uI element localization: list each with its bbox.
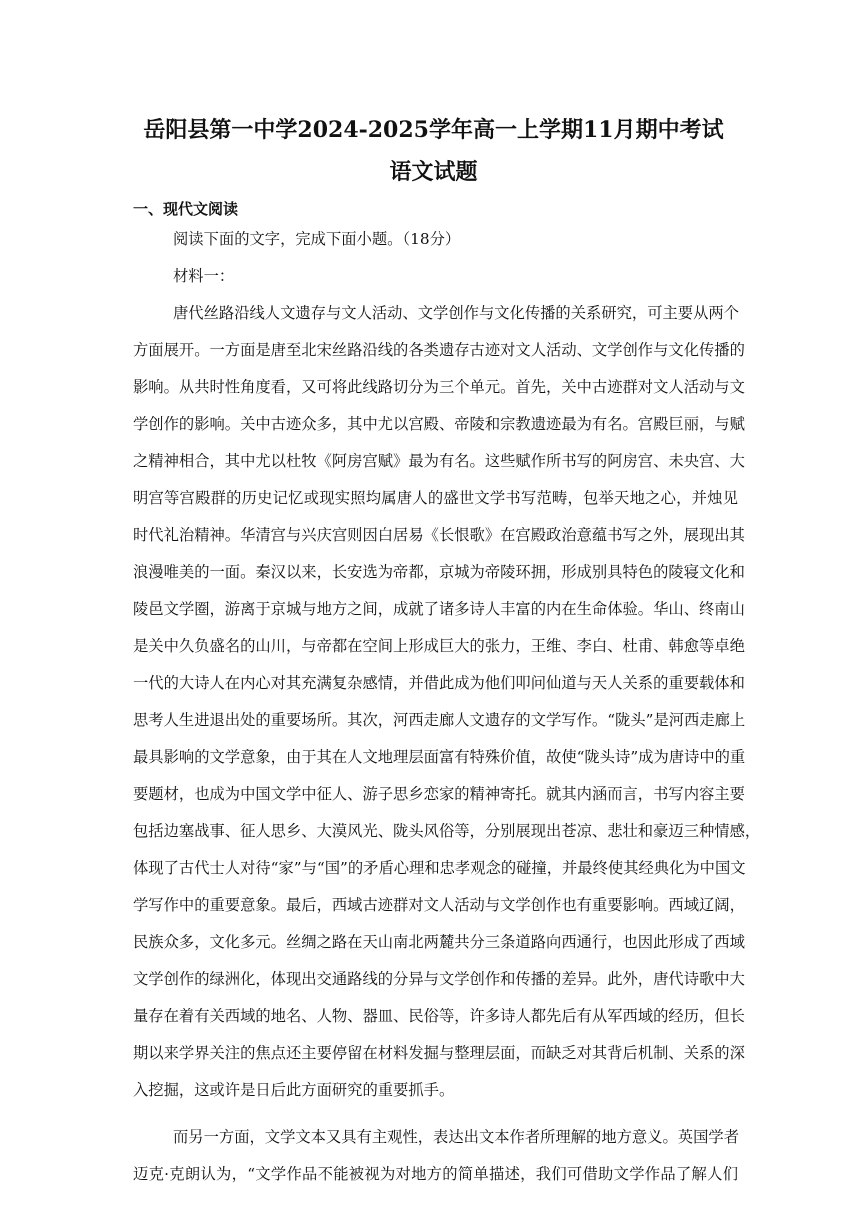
paragraph-line: 一代的大诗人在内心对其充满复杂感情，并借此成为他们叩问仙道与天人关系的重要载体和: [133, 674, 745, 692]
paragraph-line: 学写作中的重要意象。最后，西域古迹群对文人活动与文学创作也有重要影响。西域辽阔，: [133, 896, 745, 914]
paragraph-line: 之精神相合，其中尤以杜牧《阿房宫赋》最为有名。这些赋作所书写的阿房宫、未央宫、大: [133, 452, 745, 470]
instruction-text: 阅读下面的文字，完成下面小题。（18分）: [173, 230, 461, 248]
paragraph-line: 最具影响的文学意象，由于其在人文地理层面富有特殊价值，故使“陇头诗”成为唐诗中的重: [133, 748, 746, 766]
paragraph-line: 期以来学界关注的焦点还主要停留在材料发掘与整理层面，而缺乏对其背后机制、关系的深: [133, 1044, 745, 1062]
paragraph-line: 思考人生进退出处的重要场所。其次，河西走廊人文遗存的文学写作。“陇头”是河西走廊上: [133, 711, 746, 729]
paragraph-line: 明宫等宫殿群的历史记忆或现实照均属唐人的盛世文学书写范畴，包举天地之心，并烛见: [133, 489, 738, 507]
paragraph-line: 陵邑文学圈，游离于京城与地方之间，成就了诸多诗人丰富的内在生命体验。华山、终南山: [133, 600, 745, 618]
paragraph-line: 民族众多，文化多元。丝绸之路在天山南北两麓共分三条道路向西通行，也因此形成了西域: [133, 933, 745, 951]
paragraph-line: 方面展开。一方面是唐至北宋丝路沿线的各类遗存古迹对文人活动、文学创作与文化传播的: [133, 341, 745, 359]
paragraph-line: 唐代丝路沿线人文遗存与文人活动、文学创作与文化传播的关系研究，可主要从两个: [173, 304, 739, 322]
paragraph-line: 体现了古代士人对待“家”与“国”的矛盾心理和忠孝观念的碰撞，并最终使其经典化为中国文: [133, 859, 746, 877]
paragraph-line: 时代礼治精神。华清宫与兴庆宫则因白居易《长恨歌》在宫殿政治意蕴书写之外，展现出其: [133, 526, 745, 544]
paragraph-line: 量存在着有关西域的地名、人物、器皿、民俗等，许多诗人都先后有从军西域的经历，但长: [133, 1007, 745, 1025]
paragraph-line: 文学创作的绿洲化，体现出交通路线的分异与文学创作和传播的差异。此外，唐代诗歌中大: [133, 970, 745, 988]
paragraph-line: 影响。从共时性角度看，又可将此线路切分为三个单元。首先，关中古迹群对文人活动与文: [133, 378, 745, 396]
paragraph-line: 迈克·克朗认为，“文学作品不能被视为对地方的简单描述，我们可借助文学作品了解人们: [133, 1165, 738, 1183]
document-subtitle: 语文试题: [389, 159, 478, 185]
material-label: 材料一：: [173, 267, 235, 285]
section-heading: 一、现代文阅读: [133, 200, 239, 218]
paragraph-line: 浪漫唯美的一面。秦汉以来，长安选为帝都，京城为帝陵环拥，形成别具特色的陵寝文化和: [133, 563, 745, 581]
paragraph-line: 入挖掘，这或许是日后此方面研究的重要抓手。: [133, 1081, 455, 1099]
paragraph-line: 包括边塞战事、征人思乡、大漠风光、陇头风俗等，分别展现出苍凉、悲壮和豪迈三种情感，: [133, 822, 761, 840]
paragraph-line: 要题材，也成为中国文学中征人、游子思乡恋家的精神寄托。就其内涵而言，书写内容主要: [133, 785, 745, 803]
paragraph-line: 是关中久负盛名的山川，与帝都在空间上形成巨大的张力，王维、李白、杜甫、韩愈等卓绝: [133, 637, 745, 655]
paragraph-line: 而另一方面，文学文本又具有主观性，表达出文本作者所理解的地方意义。英国学者: [173, 1128, 739, 1146]
paragraph-line: 学创作的影响。关中古迹众多，其中尤以宫殿、帝陵和宗教遗迹最为有名。宫殿巨丽，与赋: [133, 415, 745, 433]
document-title: 岳阳县第一中学2024-2025学年高一上学期11月期中考试: [143, 117, 724, 143]
